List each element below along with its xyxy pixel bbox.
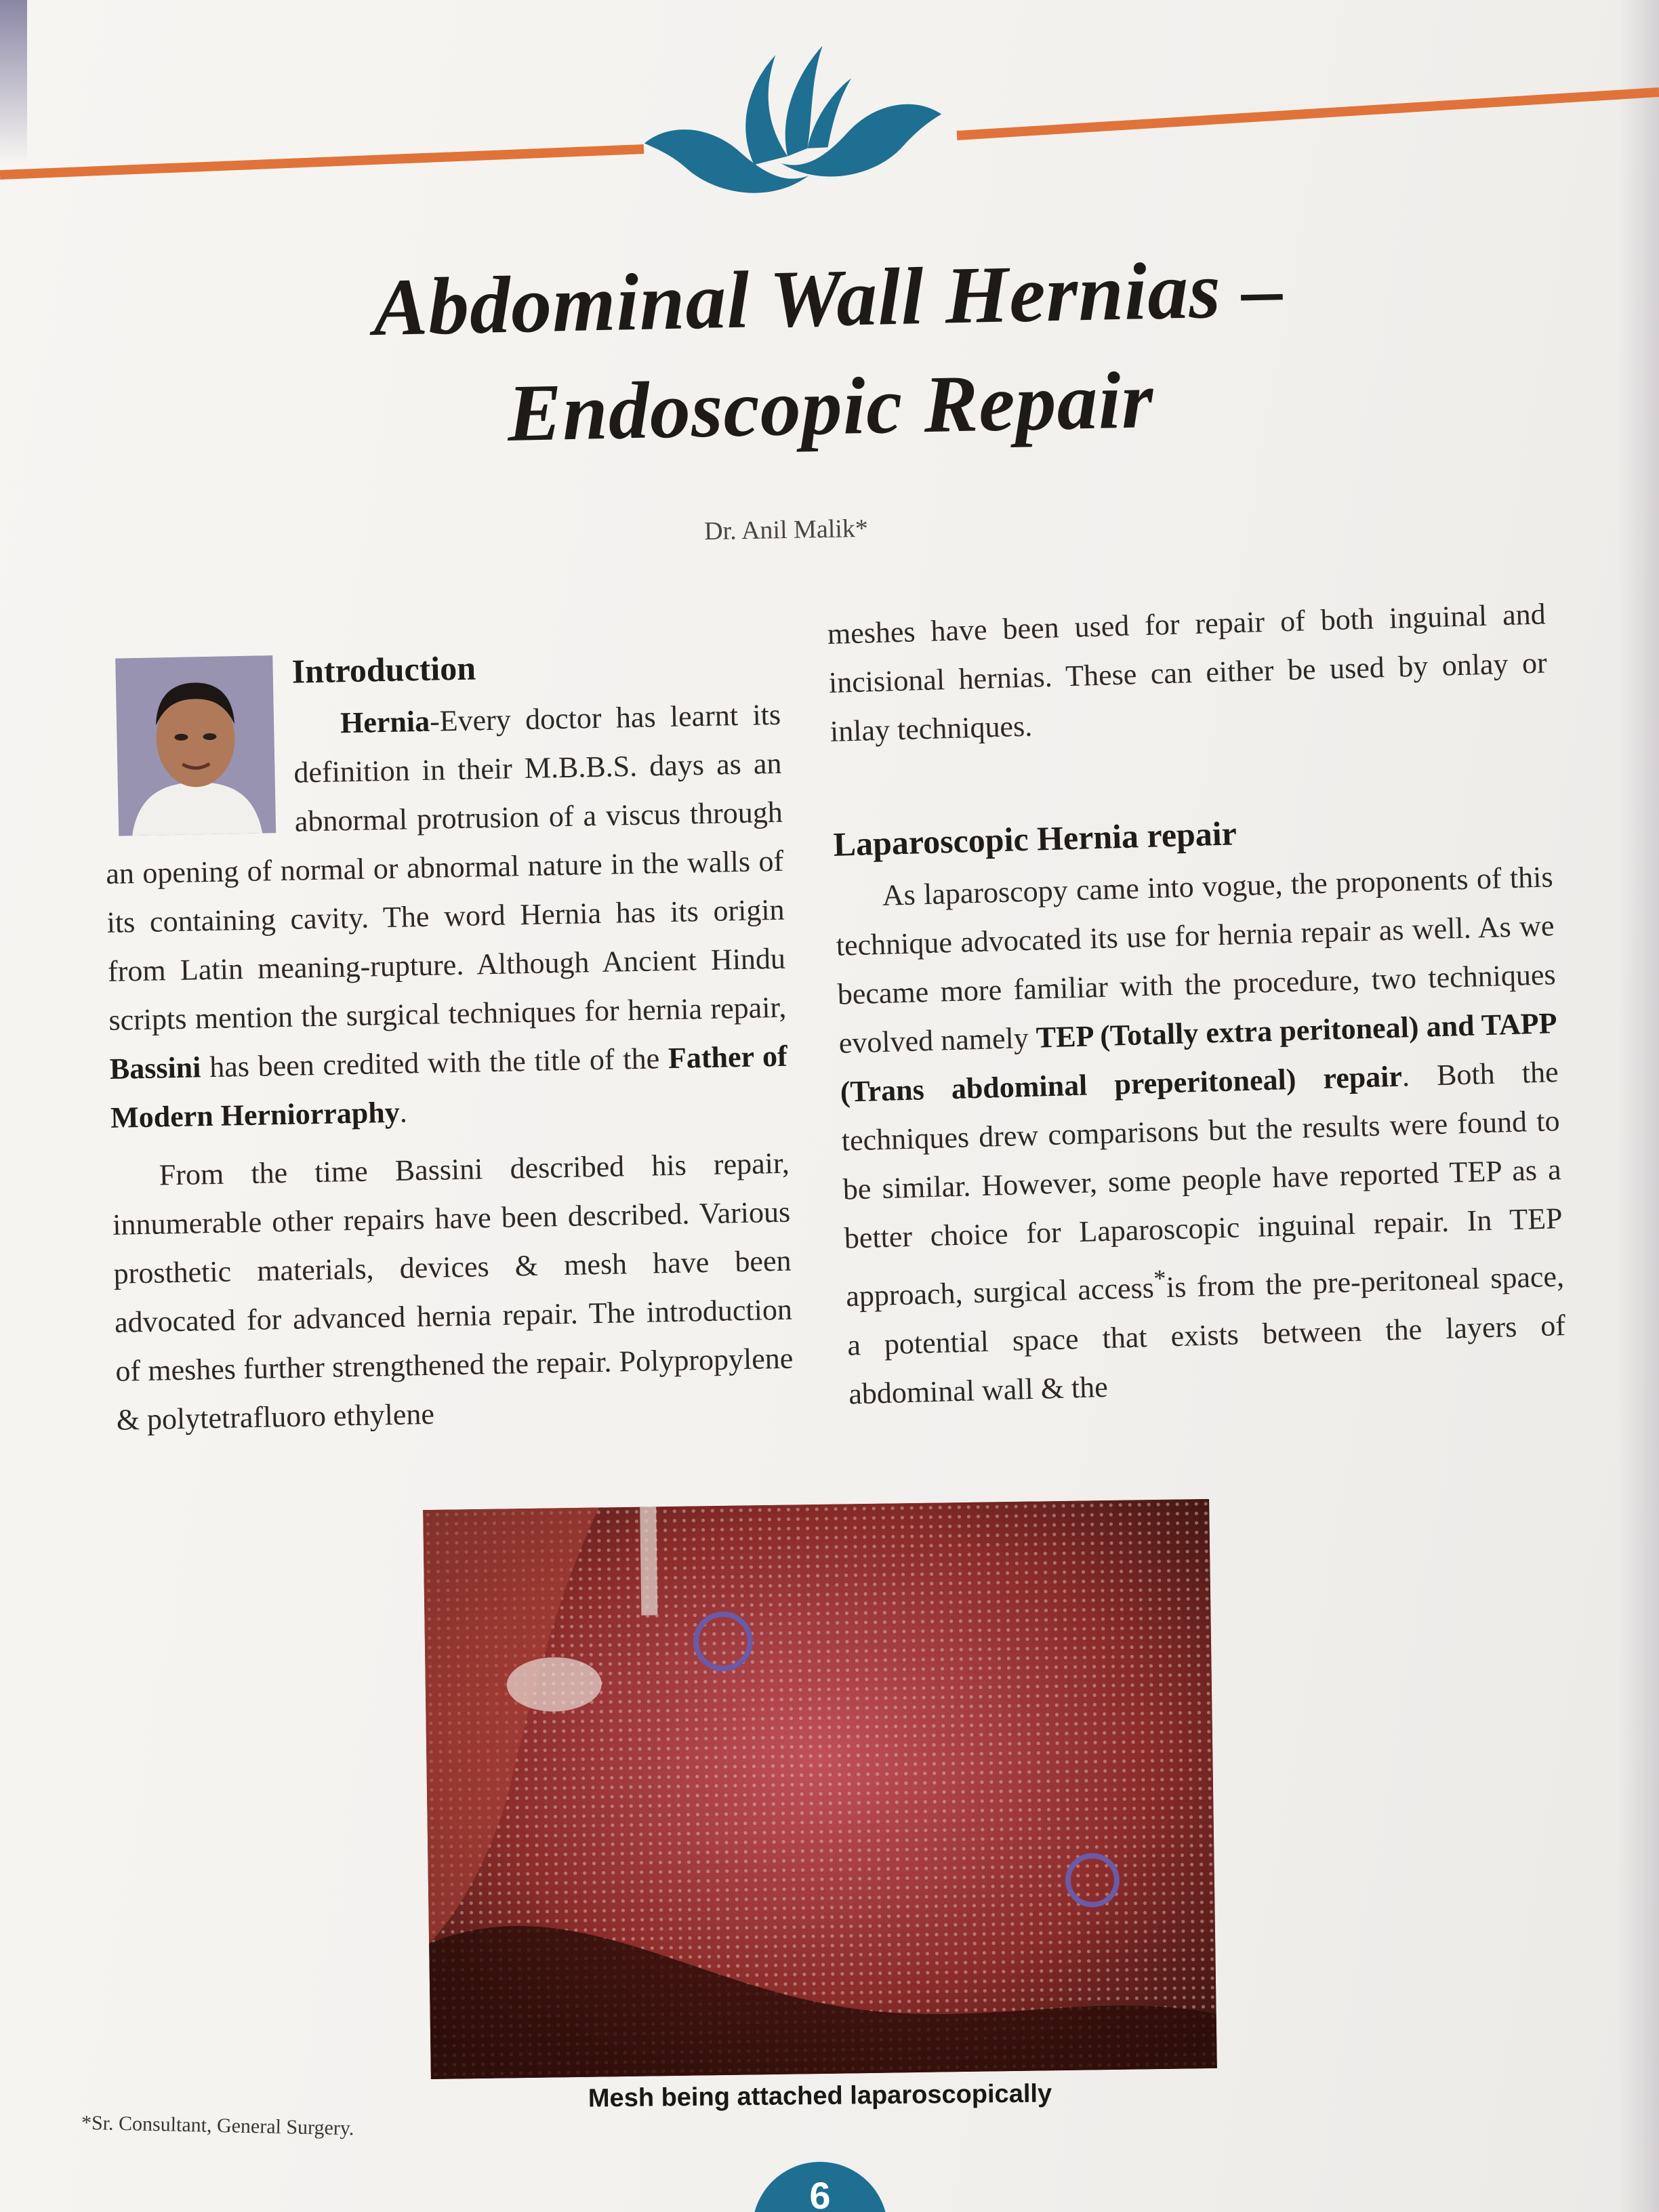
lead-term: Hernia — [340, 704, 430, 740]
footnote: *Sr. Consultant, General Surgery. — [81, 2111, 354, 2140]
bold-tep-tapp: TEP (Totally extra peritoneal) and TAPP (Trans abdominal preperitoneal) repair — [840, 1006, 1558, 1109]
lotus-flame-logo — [640, 40, 945, 199]
title-line-2: Endoscopic Repair — [506, 354, 1155, 458]
intro-text-1: -Every doctor has learnt its definition in their M.B.B.S. days as an abnormal protrusion of a viscus through an opening of normal or abnormal nature in the walls of its containing cavity. The word Hernia has its origin from Latin meaning-rupture. Although Ancient Hindu scripts mention the surgical techniques for hernia repair, — [105, 697, 787, 1037]
footnote-marker: * — [1153, 1264, 1167, 1292]
intro-text-3: . — [399, 1095, 408, 1129]
header-rule-left — [0, 149, 644, 175]
laparoscopic-mesh-photo — [423, 1499, 1217, 2079]
mesh-photo-image — [423, 1499, 1217, 2079]
page-number: 6 — [752, 2162, 888, 2212]
section-heading-introduction: Introduction — [291, 649, 476, 691]
portrait-image — [115, 655, 276, 836]
lap-text-2: . Both the techniques drew comparisons but the results were found to be similar. However, some people have reported TEP as a better choice for Laparoscopic inguinal repair. In TEP approach, surgical access — [841, 1055, 1563, 1313]
author-portrait — [115, 655, 276, 836]
left-column — [102, 638, 795, 1454]
intro-text-2: has been credited with the title of the — [200, 1042, 669, 1084]
header-rule-right — [957, 92, 1659, 136]
article-title — [0, 226, 1659, 478]
bold-bassini: Bassini — [109, 1050, 201, 1086]
meshes-paragraph: meshes have been used for repair of both inguinal and incisional hernias. These can either be used by onlay or inlay techniques. — [827, 597, 1548, 748]
repairs-paragraph: From the time Bassini described his repair, innumerable other repairs have been described. Various prosthetic materials, devices & mesh have been advocated for advanced hernia repair. The introduction of meshes further strengthened the repair. Polypropylene & polytetrafluoro ethylene — [112, 1146, 794, 1437]
title-line-1: Abdominal Wall Hernias – — [372, 243, 1285, 353]
right-column — [827, 590, 1568, 1428]
section-heading-laparoscopic: Laparoscopic Hernia repair — [832, 814, 1237, 863]
header-decoration — [0, 27, 1659, 217]
laparoscopy-paragraph — [834, 853, 1568, 1418]
lap-text-3: is from the pre-peritoneal space, a potential space that exists between the layers of abdominal wall & the — [846, 1259, 1566, 1411]
lap-text-1: As laparoscopy came into vogue, the proponents of this technique advocated its use for hernia repair as well. As we became more familiar with the procedure, two techniques evolved namely — [836, 860, 1557, 1060]
author-byline: Dr. Anil Malik* — [703, 514, 869, 546]
figure-caption: Mesh being attached laparoscopically — [588, 2079, 1052, 2113]
bold-father: Father of Modern Herniorraphy — [110, 1039, 788, 1134]
